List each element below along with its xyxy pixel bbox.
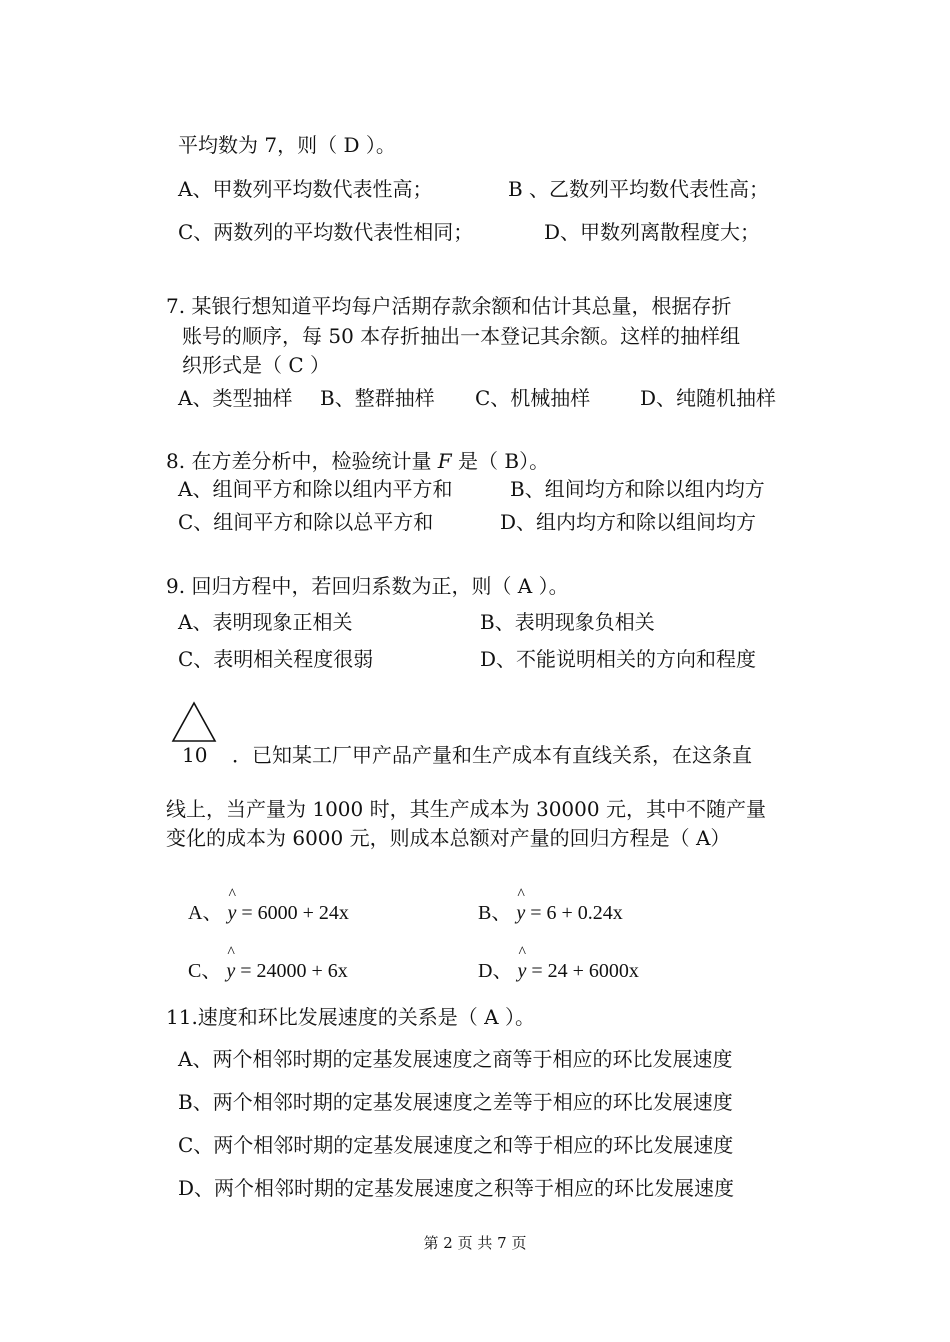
q8-stem-suffix: 是（ B）。 [451,449,550,473]
q10-stem-line2: 线上，当产量为 1000 时，其生产成本为 30000 元，其中不随产量 [166,797,766,821]
q11-option-d: D、两个相邻时期的定基发展速度之积等于相应的环比发展速度 [178,1176,735,1200]
q6-stem: 平均数为 7，则（ D ）。 [178,133,396,157]
q10-option-d [478,944,639,985]
q9-option-b: B、表明现象负相关 [480,610,655,634]
q10-option-a-expression: = 6000 + 24x [236,902,349,924]
q10-number: 10 [182,743,208,767]
q7-option-c: C、机械抽样 [475,386,591,410]
q8-option-a: A、组间平方和除以组内平方和 [178,477,453,501]
q10-option-d-expression: = 24 + 6000x [526,960,639,982]
q7-option-a: A、类型抽样 [178,386,293,410]
triangle-mark-icon [170,701,218,743]
q11-stem: 11.速度和环比发展速度的关系是（ A ）。 [166,1005,535,1029]
q7-option-b: B、整群抽样 [320,386,435,410]
q10-option-c-expression: = 24000 + 6x [235,960,348,982]
q11-option-b: B、两个相邻时期的定基发展速度之差等于相应的环比发展速度 [178,1090,733,1114]
q11-option-a: A、两个相邻时期的定基发展速度之商等于相应的环比发展速度 [178,1047,733,1071]
q8-option-d: D、组内均方和除以组间均方 [500,510,757,534]
q8-option-b: B、组间均方和除以组内均方 [510,477,765,501]
q7-stem-line1: 7. 某银行想知道平均每户活期存款余额和估计其总量，根据存折 [166,294,732,318]
y-hat-symbol: ^ y [227,886,237,924]
q9-option-a: A、表明现象正相关 [178,610,353,634]
q10-option-b-expression: = 6 + 0.24x [525,902,623,924]
q8-stem-variable: F [437,449,452,473]
q11-option-c: C、两个相邻时期的定基发展速度之和等于相应的环比发展速度 [178,1133,734,1157]
q8-stem-prefix: 8. 在方差分析中，检验统计量 [166,449,438,473]
q10-option-a-label: A、 [188,902,223,924]
q7-option-d: D、纯随机抽样 [640,386,777,410]
y-hat-symbol: ^ y [226,944,236,982]
q10-option-b-label: B、 [478,902,512,924]
y-hat-symbol: ^ y [517,944,527,982]
q10-stem-line1: ．已知某工厂甲产品产量和生产成本有直线关系，在这条直 [232,743,752,767]
q9-option-c: C、表明相关程度很弱 [178,647,374,671]
q10-option-d-label: D、 [478,960,513,982]
q10-option-c [188,944,348,985]
q7-stem-line2: 账号的顺序，每 50 本存折抽出一本登记其余额。这样的抽样组 [182,324,741,348]
y-hat-symbol: ^ y [516,886,526,924]
q8-option-c: C、组间平方和除以总平方和 [178,510,434,534]
q6-option-d: D、甲数列离散程度大； [544,220,761,244]
q7-stem-line3: 织形式是（ C ） [182,353,331,377]
q9-stem: 9. 回归方程中，若回归系数为正，则（ A ）。 [166,574,569,598]
q8-stem [166,447,549,475]
q10-stem-line3: 变化的成本为 6000 元，则成本总额对产量的回归方程是（ A） [166,826,731,850]
q6-option-b: B 、乙数列平均数代表性高； [508,177,770,201]
q10-option-c-label: C、 [188,960,222,982]
q6-option-c: C、两数列的平均数代表性相同； [178,220,474,244]
page-number-footer: 第 2 页 共 7 页 [423,1234,527,1252]
q10-option-b [478,886,623,927]
q10-option-a [188,886,349,927]
q6-option-a: A、甲数列平均数代表性高； [178,177,433,201]
q9-option-d: D、不能说明相关的方向和程度 [480,647,757,671]
